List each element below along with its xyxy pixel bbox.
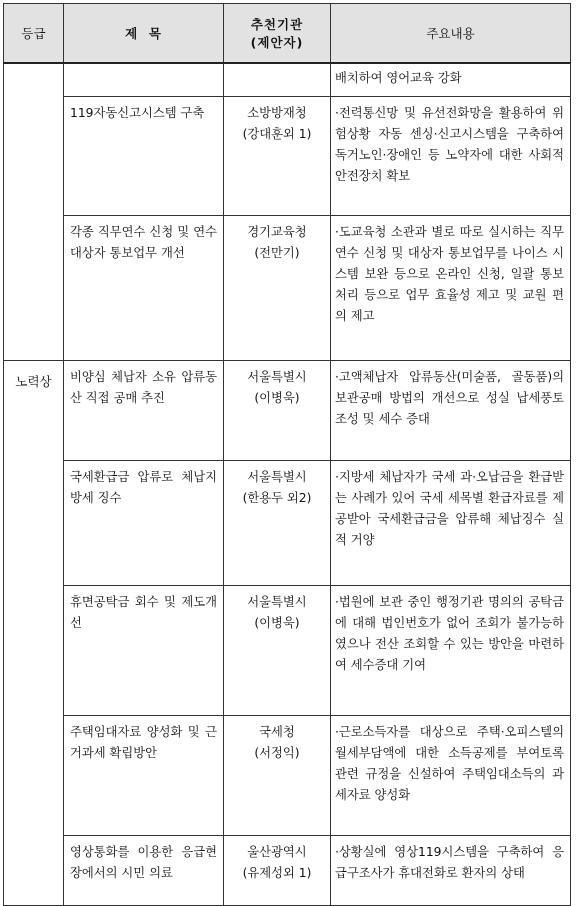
title-cell: 각종 직무연수 신청 및 연수대상자 통보업무 개선 [64, 215, 224, 360]
title-cell: 휴면공탁금 회수 및 제도개선 [64, 585, 224, 715]
title-cell: 국세환급금 압류로 체납지방세 징수 [64, 460, 224, 585]
desc-text: ·지방세 체납자가 국세 과·오납금을 환급받는 사례가 있어 국세 세목별 환급자료를 제공받아 국세환급금을 압류해 체납징수 실적 거양 [335, 469, 564, 547]
header-title-text: 제 목 [125, 26, 162, 41]
title-cell: 비양심 체납자 소유 압류동산 직접 공매 추진 [64, 360, 224, 460]
desc-cell [331, 715, 571, 835]
desc-text: 배치하여 영어교육 강화 [335, 71, 462, 85]
header-row [4, 4, 571, 64]
org-cell [224, 715, 331, 835]
document-page [3, 3, 575, 897]
org-name: 경기교육청 [247, 224, 307, 239]
table-header [4, 4, 571, 64]
table-row [4, 835, 571, 905]
desc-cell [331, 360, 571, 460]
desc-text: ·상황실에 영상119시스템을 구축하여 응급구조사가 휴대전화로 환자의 상태 [335, 844, 564, 880]
award-table [3, 3, 571, 906]
org-name: 서울특별시 [247, 369, 307, 384]
header-org-line2: (제안자) [250, 35, 304, 50]
table-row [4, 460, 571, 585]
header-title [64, 4, 224, 64]
header-org-line1: 추천기관 [250, 17, 304, 32]
org-name: 서울특별시 [247, 594, 307, 609]
proposer-name: (전만기) [254, 245, 300, 260]
org-cell [224, 585, 331, 715]
desc-text: ·고액체납자 압류동산(미술품, 골동품)의 보관공매 방법의 개선으로 성실 납세풍토 조성 및 세수 증대 [335, 369, 564, 426]
org-cell [224, 460, 331, 585]
title-cell: 주택임대자료 양성화 및 근거과세 확립방안 [64, 715, 224, 835]
proposer-name: (이병욱) [254, 615, 300, 630]
org-cell [224, 96, 331, 215]
title-cell [64, 63, 224, 96]
desc-text: ·전력통신망 및 유선전화망을 활용하여 위험상황 자동 센싱·신고시스템을 구축하여 독거노인·장애인 등 노약자에 대한 사회적 안전장치 확보 [335, 105, 564, 183]
org-cell [224, 63, 331, 96]
proposer-name: (이병욱) [254, 390, 300, 405]
org-name: 국세청 [259, 724, 295, 739]
title-cell: 영상통화를 이용한 응급현장에서의 시민 의료 [64, 835, 224, 905]
table-row [4, 63, 571, 96]
title-cell: 119자동신고시스템 구축 [64, 96, 224, 215]
org-cell [224, 835, 331, 905]
org-name: 소방방재청 [247, 105, 307, 120]
org-cell [224, 360, 331, 460]
header-grade: 등급 [4, 4, 64, 64]
desc-cell [331, 215, 571, 360]
table-row [4, 715, 571, 835]
desc-cell [331, 460, 571, 585]
desc-cell [331, 96, 571, 215]
org-name: 울산광역시 [247, 844, 307, 859]
header-desc: 주요내용 [331, 4, 571, 64]
desc-text: ·근로소득자를 대상으로 주택·오피스텔의 월세부담액에 대한 소득공제를 부여토록 관련 규정을 신설하여 주택임대소득의 과세자료 양성화 [335, 724, 564, 802]
proposer-name: (강대훈외 1) [242, 126, 312, 141]
desc-text: ·법원에 보관 중인 행정기관 명의의 공탁금에 대해 법인번호가 없어 조회가 불가능하였으나 전산 조회할 수 있는 방안을 마련하여 세수증대 기여 [335, 594, 564, 672]
desc-cell [331, 585, 571, 715]
desc-cell [331, 63, 571, 96]
proposer-name: (한용두 외2) [242, 490, 312, 505]
proposer-name: (서정익) [254, 745, 300, 760]
org-name: 서울특별시 [247, 469, 307, 484]
table-row [4, 360, 571, 460]
grade-cell [4, 63, 64, 360]
grade-cell: 노력상 [4, 360, 64, 905]
desc-cell [331, 835, 571, 905]
header-org [224, 4, 331, 64]
table-row [4, 96, 571, 215]
org-cell [224, 215, 331, 360]
proposer-name: (유제성외 1) [242, 865, 312, 880]
desc-text: ·도교육청 소관과 별로 따로 실시하는 직무연수 신청 및 대상자 통보업무를 나이스 시스템 보완 등으로 온라인 신청, 일괄 통보 처리 등으로 업무 효율성 제고 및 교원 편의 제고 [335, 224, 564, 323]
table-body [4, 63, 571, 905]
table-row [4, 585, 571, 715]
table-row [4, 215, 571, 360]
